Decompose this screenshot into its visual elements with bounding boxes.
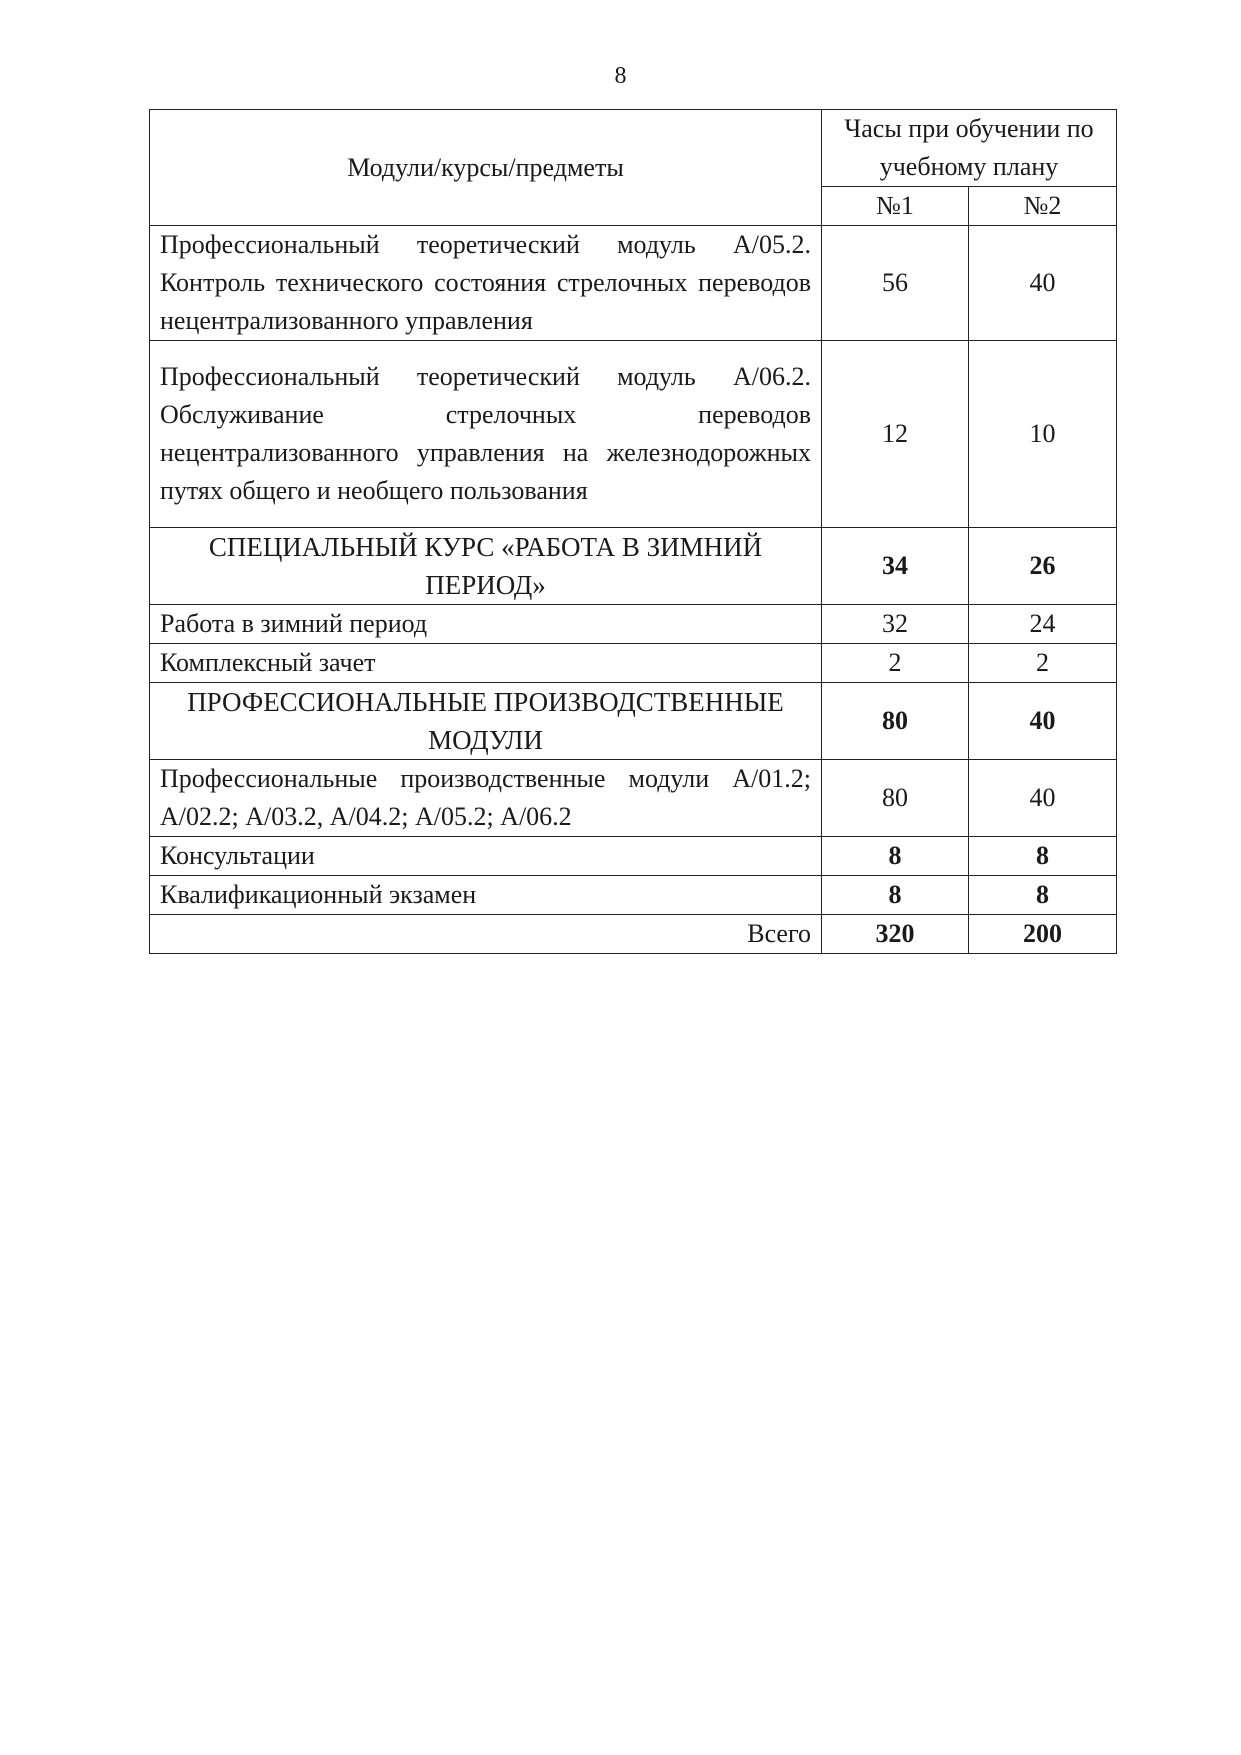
- row-hours-plan-2: 8: [969, 837, 1117, 876]
- row-hours-plan-1: 80: [822, 760, 969, 837]
- total-row: [150, 915, 1117, 954]
- section-hours-plan-2: 40: [969, 683, 1117, 760]
- section-hours-plan-1: 34: [822, 528, 969, 605]
- header-hours: Часы при обучении по учебному плану: [822, 110, 1117, 187]
- total-hours-plan-1: 320: [822, 915, 969, 954]
- table-row: [150, 644, 1117, 683]
- row-hours-plan-2: 40: [969, 760, 1117, 837]
- total-hours-plan-2: 200: [969, 915, 1117, 954]
- section-row: [150, 528, 1117, 605]
- table-row: [150, 876, 1117, 915]
- row-hours-plan-2: 8: [969, 876, 1117, 915]
- section-title: ПРОФЕССИОНАЛЬНЫЕ ПРОИЗВОДСТВЕННЫЕ МОДУЛИ: [150, 683, 822, 760]
- row-name: Комплексный зачет: [150, 644, 822, 683]
- row-name: Консультации: [150, 837, 822, 876]
- row-hours-plan-2: 10: [969, 341, 1117, 528]
- row-hours-plan-2: 24: [969, 605, 1117, 644]
- row-hours-plan-2: 40: [969, 226, 1117, 341]
- section-hours-plan-1: 80: [822, 683, 969, 760]
- row-name: Профессиональный теоретический модуль А/05.2. Контроль технического состояния стрелочных переводов нецентрализованного управления: [150, 226, 822, 341]
- row-hours-plan-2: 2: [969, 644, 1117, 683]
- row-name: Работа в зимний период: [150, 605, 822, 644]
- table-row: [150, 341, 1117, 528]
- header-modules: Модули/курсы/предметы: [150, 110, 822, 226]
- section-hours-plan-2: 26: [969, 528, 1117, 605]
- row-hours-plan-1: 8: [822, 837, 969, 876]
- total-label: Всего: [150, 915, 822, 954]
- table-row: [150, 605, 1117, 644]
- row-name: Квалификационный экзамен: [150, 876, 822, 915]
- header-plan-1: №1: [822, 187, 969, 226]
- section-row: [150, 683, 1117, 760]
- table-row: [150, 226, 1117, 341]
- table-row: [150, 837, 1117, 876]
- hours-table: [149, 109, 1117, 954]
- row-hours-plan-1: 32: [822, 605, 969, 644]
- section-title: СПЕЦИАЛЬНЫЙ КУРС «РАБОТА В ЗИМНИЙ ПЕРИОД»: [150, 528, 822, 605]
- row-hours-plan-1: 2: [822, 644, 969, 683]
- row-name: Профессиональный теоретический модуль А/06.2. Обслуживание стрелочных переводов нецентрализованного управления на железнодорожных путях общего и необщего пользования: [150, 341, 822, 528]
- table-row: [150, 760, 1117, 837]
- row-hours-plan-1: 12: [822, 341, 969, 528]
- row-hours-plan-1: 8: [822, 876, 969, 915]
- row-name: Профессиональные производственные модули А/01.2; А/02.2; А/03.2, А/04.2; А/05.2; А/06.2: [150, 760, 822, 837]
- page-number: 8: [614, 63, 627, 89]
- row-hours-plan-1: 56: [822, 226, 969, 341]
- header-plan-2: №2: [969, 187, 1117, 226]
